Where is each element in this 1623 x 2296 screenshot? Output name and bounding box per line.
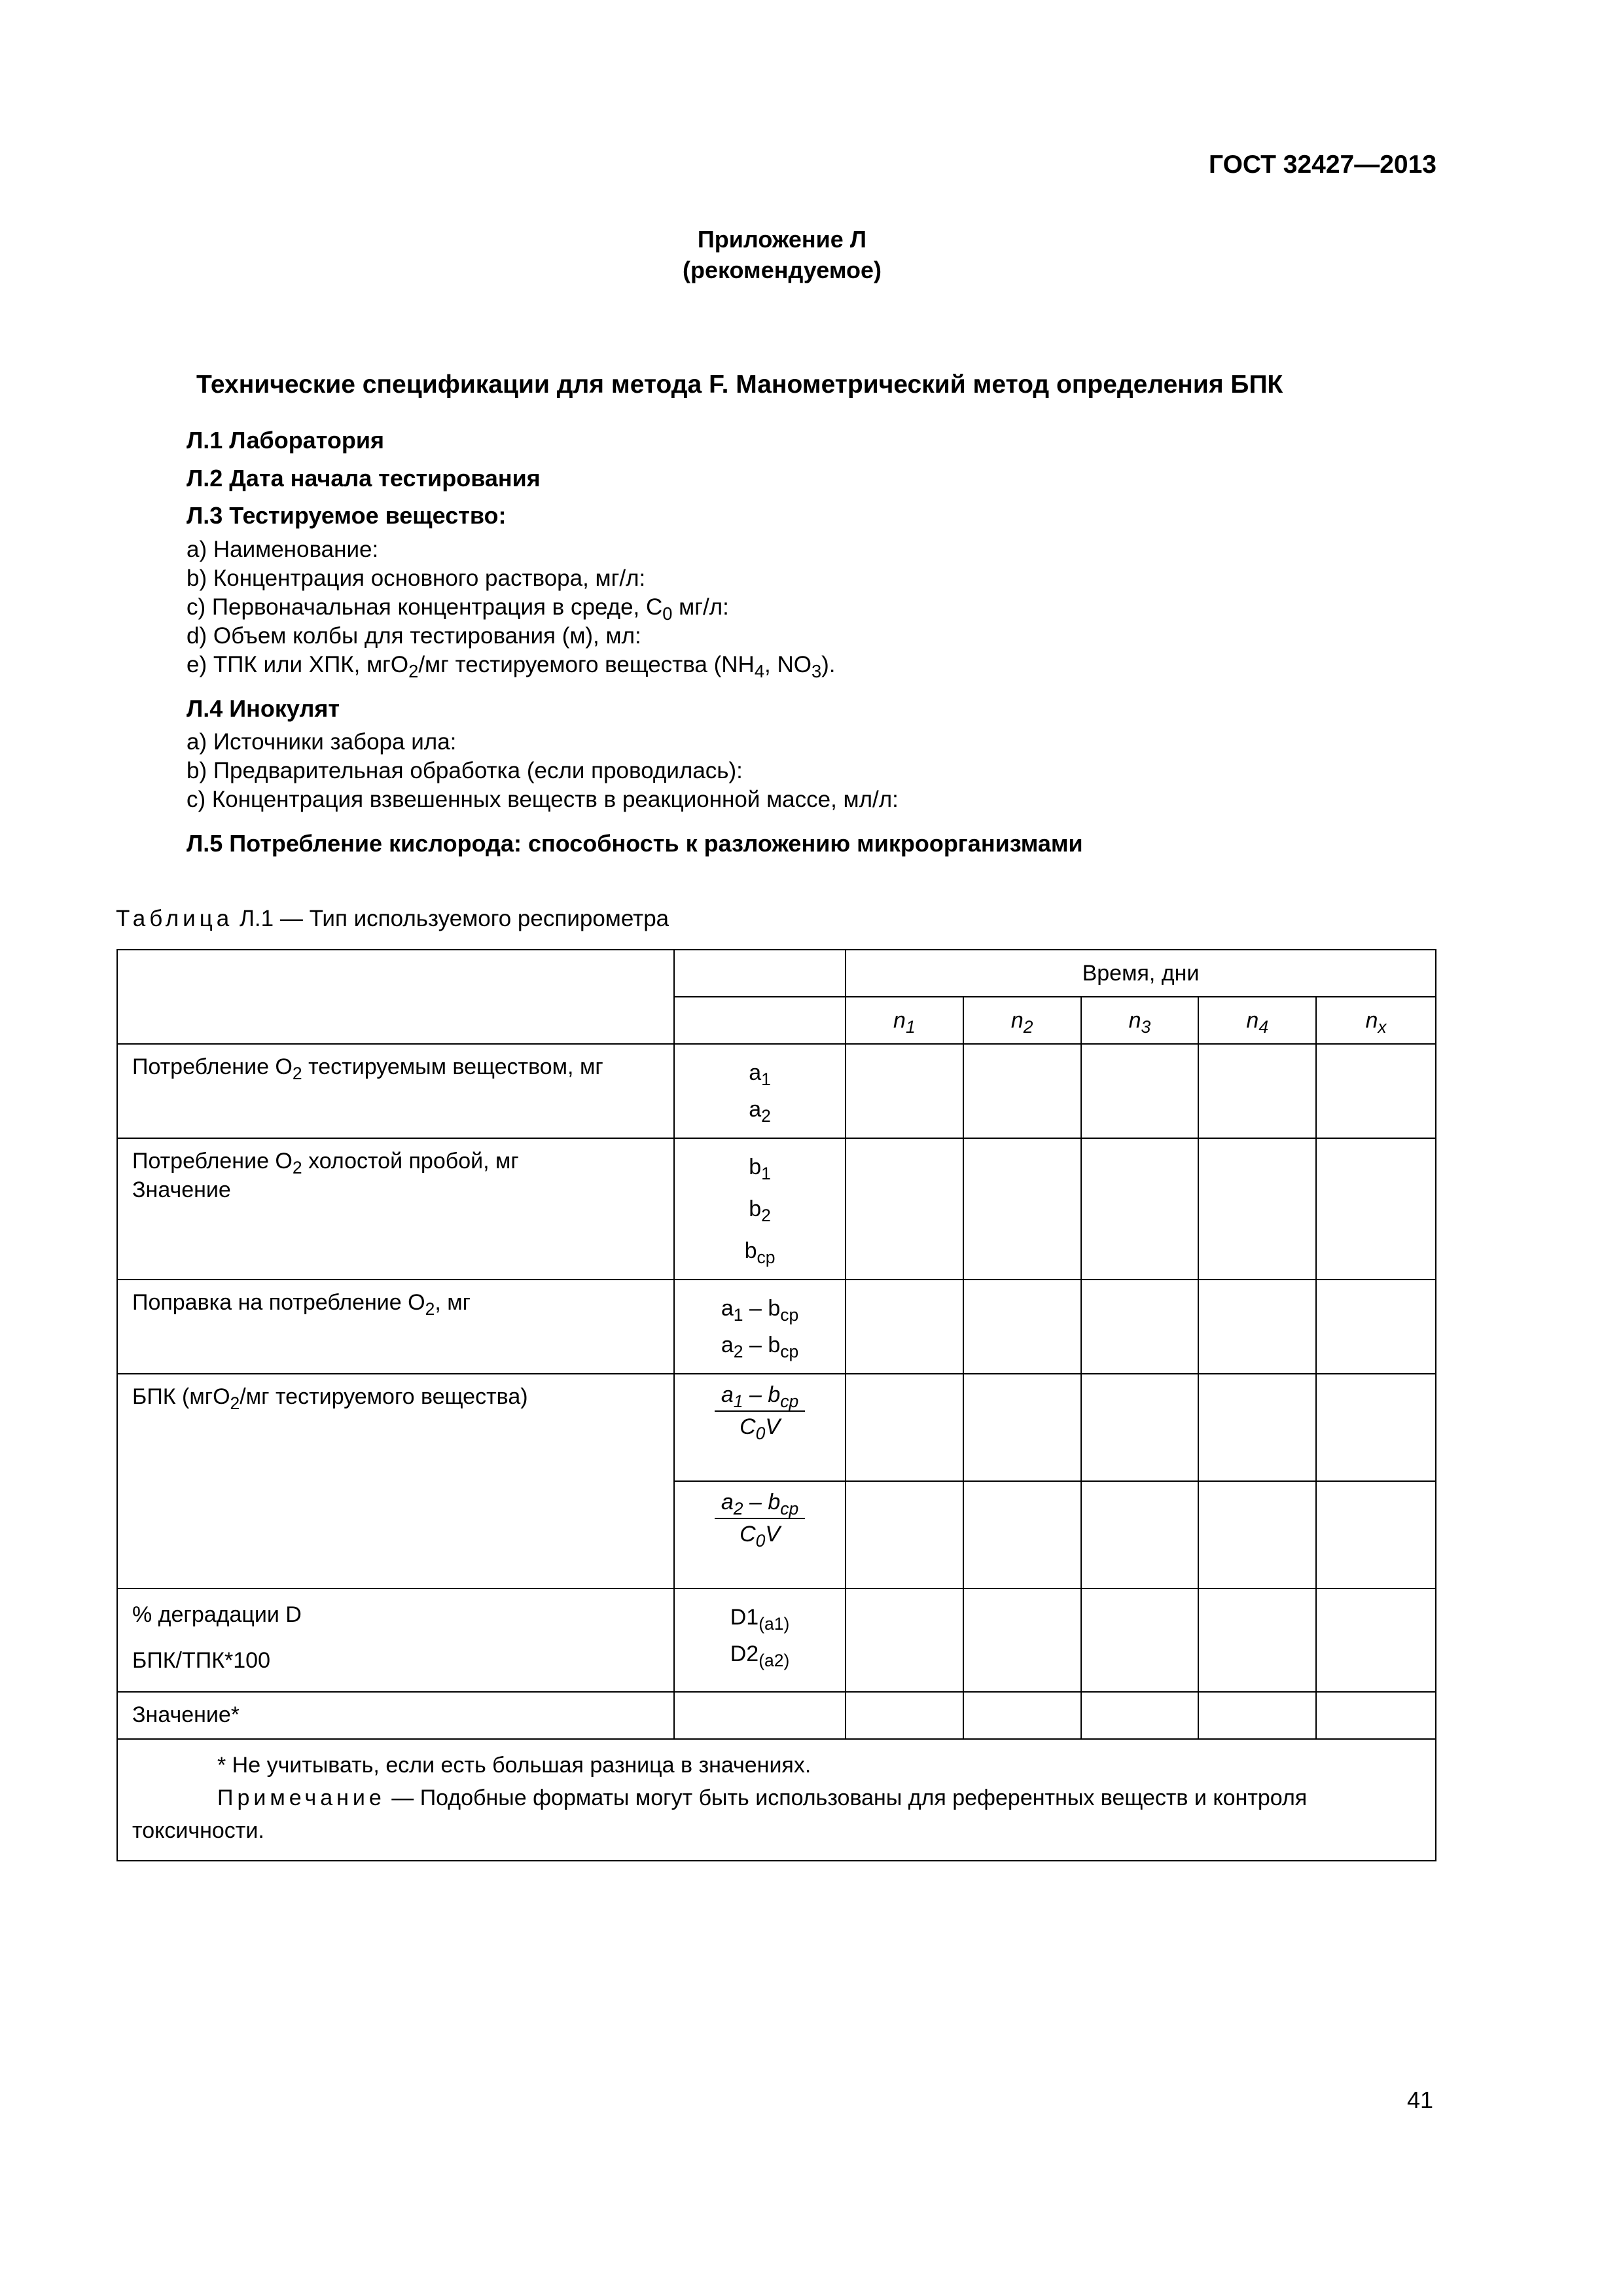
l4-item-a: a) Источники забора ила: <box>187 729 457 755</box>
note: Примечание — Подобные форматы могут быть использованы для референтных веществ и контроля токсичности. <box>132 1785 1308 1843</box>
appendix-title: Приложение Л <box>697 226 867 253</box>
l3-item-d: d) Объем колбы для тестирования (м), мл: <box>187 623 641 649</box>
row-symbols: $a_1 - b_{ср}$ $a_2 - b_{ср}$ <box>674 1280 846 1374</box>
document-code: ГОСТ 32427—2013 <box>1209 151 1436 179</box>
main-title: Технические спецификации для метода F. Манометрический метод определения БПК <box>196 370 1283 399</box>
header-empty-cell <box>674 997 846 1044</box>
header-empty-cell <box>117 950 674 1044</box>
table-note-row <box>117 1739 1436 1861</box>
appendix-subtitle: (рекомендуемое) <box>683 257 882 283</box>
table-row <box>117 1280 1436 1374</box>
row-label-degradation: % деградации D БПК/ТПК*100 <box>117 1588 674 1692</box>
section-l1: Л.1 Лаборатория <box>187 427 384 454</box>
col-n3: $n_3$ <box>1081 997 1199 1044</box>
row-label-test-substance: Потребление $O_2$ тестируемым веществом, мг <box>117 1044 674 1138</box>
row-symbols: $b_1$ $b_2$ $b_{ср}$ <box>674 1138 846 1280</box>
section-l3: Л.3 Тестируемое вещество: <box>187 502 507 529</box>
section-l2: Л.2 Дата начала тестирования <box>187 465 541 492</box>
table-notes <box>117 1739 1436 1861</box>
table-row <box>117 1692 1436 1739</box>
row-symbols: $a_1$ $a_2$ <box>674 1044 846 1138</box>
table-row <box>117 1374 1436 1481</box>
col-nx: $n_x$ <box>1316 997 1436 1044</box>
row-label-correction: Поправка на потребление $O_2$, мг <box>117 1280 674 1374</box>
row-label-blank: Потребление $O_2$ холостой пробой, мг Значение <box>117 1138 674 1280</box>
respirometer-table <box>116 949 1436 1861</box>
l3-item-e: e) ТПК или ХПК, мгO$_2$/мг тестируемого вещества ($NH_4$, $NO_3$). <box>187 652 836 682</box>
time-header: Время, дни <box>846 950 1436 997</box>
row-label-bod: БПК (мгO$_2$/мг тестируемого вещества) <box>117 1374 674 1588</box>
row-label-value: Значение* <box>117 1692 674 1739</box>
section-l5: Л.5 Потребление кислорода: способность к разложению микроорганизмами <box>187 830 1083 857</box>
l3-item-c: c) Первоначальная концентрация в среде, $C_0$ мг/л: <box>187 594 729 624</box>
bod-formula-2: $\frac{a_2 - b_{ср}}{C_0V}$ <box>674 1481 846 1588</box>
l3-item-b: b) Концентрация основного раствора, мг/л: <box>187 565 646 591</box>
l4-item-c: c) Концентрация взвешенных веществ в реакционной массе, мл/л: <box>187 787 899 812</box>
page-number: 41 <box>1407 2087 1434 2113</box>
col-n4: $n_4$ <box>1198 997 1316 1044</box>
section-l4: Л.4 Инокулят <box>187 695 340 722</box>
l3-item-a: a) Наименование: <box>187 537 379 562</box>
bod-formula-1: $\frac{a_1 - b_{ср}}{C_0V}$ <box>674 1374 846 1481</box>
col-n1: $n_1$ <box>846 997 963 1044</box>
table-row <box>117 1138 1436 1280</box>
col-n2: $n_2$ <box>963 997 1081 1044</box>
table-caption: Таблица Л.1 — Тип используемого респирометра <box>116 906 669 931</box>
row-symbols: $D1_{(a1)}$ $D2_{(a2)}$ <box>674 1588 846 1692</box>
l4-item-b: b) Предварительная обработка (если проводилась): <box>187 758 743 783</box>
table-row <box>117 1588 1436 1692</box>
footnote: * Не учитывать, если есть большая разница в значениях. <box>217 1753 812 1778</box>
header-empty-cell <box>674 950 846 997</box>
table-row <box>117 1044 1436 1138</box>
